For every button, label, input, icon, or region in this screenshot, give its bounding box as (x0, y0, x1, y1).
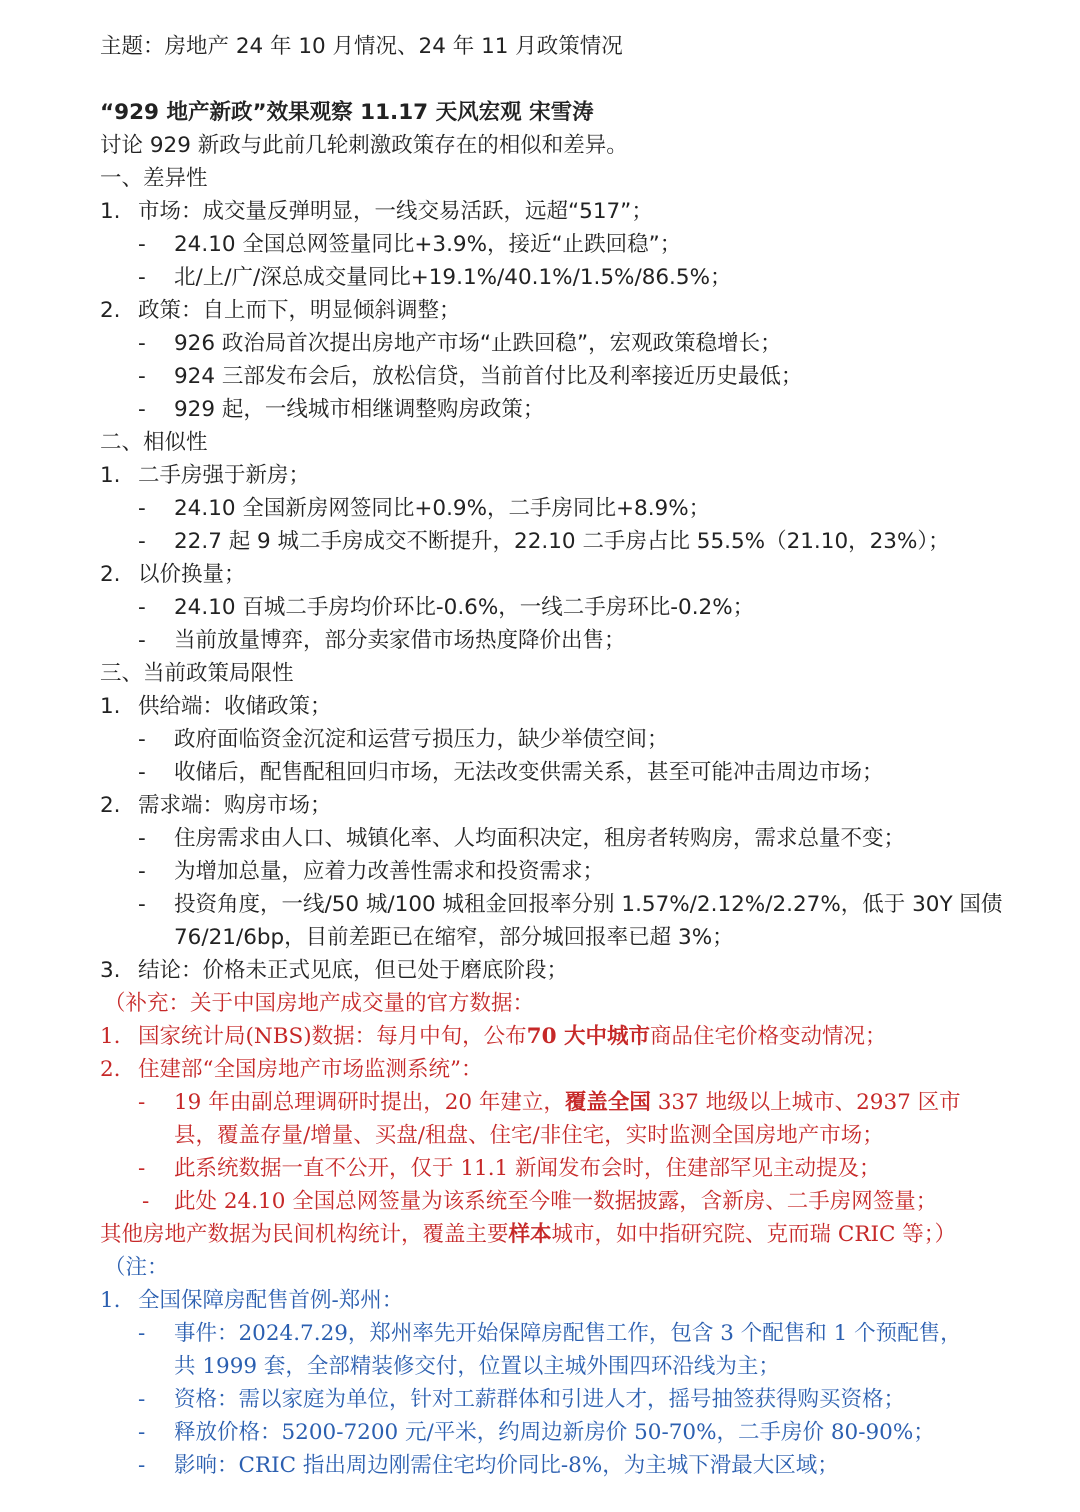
list-number: 2. (100, 562, 121, 587)
section-heading: 一、差异性 (100, 166, 208, 191)
list-item (0, 954, 1080, 987)
list-item (0, 789, 1080, 822)
dash-bullet: - (138, 496, 146, 521)
dash-bullet: - (138, 727, 146, 752)
list-number: 1. (100, 694, 121, 719)
dash-bullet: - (138, 1387, 146, 1412)
list-text: 国家统计局(NBS)数据：每月中旬，公布70 大中城市商品住宅价格变动情况； (138, 1024, 887, 1049)
supplement-other-text: 其他房地产数据为民间机构统计，覆盖主要样本城市，如中指研究院、克而瑞 CRIC 等；） (100, 1222, 957, 1247)
sub-item-text: 北/上/广/深总成交量同比+19.1%/40.1%/1.5%/86.5%； (174, 265, 732, 290)
dash-bullet: - (138, 892, 146, 917)
sub-item-text: 当前放量博弈，部分卖家借市场热度降价出售； (174, 628, 626, 653)
sub-item (0, 393, 1080, 426)
sub-item (0, 756, 1080, 789)
list-text: 需求端：购房市场； (138, 793, 332, 818)
dash-bullet: - (138, 1090, 146, 1115)
list-number: 2. (100, 1057, 121, 1082)
dash-bullet: - (138, 1156, 146, 1181)
sub-item-text: 影响：CRIC 指出周边刚需住宅均价同比-8%，为主城下滑最大区域； (174, 1453, 839, 1478)
list-number: 1. (100, 199, 121, 224)
sub-item-text: 此系统数据一直不公开，仅于 11.1 新闻发布会时，住建部罕见主动提及； (174, 1156, 881, 1181)
list-text: 结论：价格未正式见底，但已处于磨底阶段； (138, 958, 569, 983)
dash-bullet: - (138, 529, 146, 554)
sub-item-text: 24.10 百城二手房均价环比-0.6%，一线二手房环比-0.2%； (174, 595, 755, 620)
sub-item-text: 24.10 全国新房网签同比+0.9%，二手房同比+8.9%； (174, 496, 711, 521)
list-number: 1. (100, 463, 121, 488)
sub-item-text: 收储后，配售配租回归市场，无法改变供需关系，甚至可能冲击周边市场； (174, 760, 884, 785)
report-title-text: “929 地产新政”效果观察 11.17 天风宏观 宋雪涛 (100, 100, 594, 125)
sub-item (0, 624, 1080, 657)
note-sub-item (0, 1416, 1080, 1449)
sub-item (0, 723, 1080, 756)
sub-item-text: 住房需求由人口、城镇化率、人均面积决定，租房者转购房，需求总量不变； (174, 826, 906, 851)
report-title (0, 96, 1080, 129)
list-number: 2. (100, 298, 121, 323)
list-text: 政策：自上而下，明显倾斜调整； (138, 298, 461, 323)
dash-bullet: - (138, 595, 146, 620)
note-sub-item (0, 1317, 1080, 1350)
supplement-heading: （补充：关于中国房地产成交量的官方数据： (104, 991, 535, 1016)
sub-item-text: 释放价格：5200-7200 元/平米，约周边新房价 50-70%，二手房价 80-90%； (174, 1420, 935, 1445)
supplement-item (0, 1020, 1080, 1053)
sub-item-text: 共 1999 套，全部精装修交付，位置以主城外围四环沿线为主； (174, 1354, 780, 1379)
list-item (0, 294, 1080, 327)
dash-bullet: - (138, 826, 146, 851)
list-item (0, 558, 1080, 591)
list-text: 住建部“全国房地产市场监测系统”： (138, 1057, 483, 1082)
dash-bullet: - (138, 1321, 146, 1346)
dash-bullet: - (138, 232, 146, 257)
note-heading: （注： (104, 1255, 169, 1280)
section-heading: 二、相似性 (100, 430, 208, 455)
sub-item-text: 事件：2024.7.29，郑州率先开始保障房配售工作，包含 3 个配售和 1 个预配售， (174, 1321, 962, 1346)
sub-item-text: 929 起，一线城市相继调整购房政策； (174, 397, 545, 422)
sub-item-text: 此处 24.10 全国总网签量为该系统至今唯一数据披露，含新房、二手房网签量； (174, 1189, 938, 1214)
note-sub-item (0, 1449, 1080, 1482)
supplement-sub-item (0, 1086, 1080, 1119)
dash-bullet: - (138, 364, 146, 389)
list-number: 1. (100, 1024, 121, 1049)
dash-bullet: - (138, 1453, 146, 1478)
supplement-other (0, 1218, 1080, 1251)
sub-item (0, 492, 1080, 525)
dash-bullet: - (138, 859, 146, 884)
sub-item-text: 76/21/6bp，目前差距已在缩窄，部分城回报率已超 3%； (174, 925, 734, 950)
list-text: 全国保障房配售首例-郑州： (138, 1288, 404, 1313)
dash-bullet: - (138, 1420, 146, 1445)
sub-item-text: 县，覆盖存量/增量、买盘/租盘、住宅/非住宅，实时监测全国房地产市场； (174, 1123, 884, 1148)
supplement-sub-item (0, 1152, 1080, 1185)
dash-bullet: - (142, 1189, 150, 1214)
dash-bullet: - (138, 397, 146, 422)
list-item (0, 195, 1080, 228)
sub-item (0, 888, 1080, 921)
sub-item-text: 22.7 起 9 城二手房成交不断提升，22.10 二手房占比 55.5%（21.10，23%）； (174, 529, 950, 554)
intro-text: 讨论 929 新政与此前几轮刺激政策存在的相似和差异。 (100, 133, 628, 158)
supplement-sub-item (0, 1185, 1080, 1218)
list-text: 二手房强于新房； (138, 463, 311, 488)
subject-line (0, 30, 1080, 63)
dash-bullet: - (138, 628, 146, 653)
list-number: 3. (100, 958, 121, 983)
list-text: 供给端：收储政策； (138, 694, 332, 719)
list-number: 1. (100, 1288, 121, 1313)
sub-item-text: 19 年由副总理调研时提出，20 年建立，覆盖全国 337 地级以上城市、2937 区市 (174, 1090, 961, 1115)
sub-item (0, 228, 1080, 261)
section-heading: 三、当前政策局限性 (100, 661, 294, 686)
sub-item-text: 24.10 全国总网签量同比+3.9%，接近“止跌回稳”； (174, 232, 682, 257)
sub-item-text: 资格：需以家庭为单位，针对工薪群体和引进人才，摇号抽签获得购买资格； (174, 1387, 906, 1412)
sub-item (0, 327, 1080, 360)
sub-item (0, 822, 1080, 855)
dash-bullet: - (138, 265, 146, 290)
note-sub-item-continuation (0, 1350, 1080, 1383)
supplement-sub-item-continuation (0, 1119, 1080, 1152)
list-item (0, 690, 1080, 723)
sub-item (0, 855, 1080, 888)
sub-item-text: 924 三部发布会后，放松信贷，当前首付比及利率接近历史最低； (174, 364, 803, 389)
supplement-item (0, 1053, 1080, 1086)
sub-item-continuation (0, 921, 1080, 954)
list-text: 以价换量； (138, 562, 246, 587)
dash-bullet: - (138, 331, 146, 356)
sub-item (0, 360, 1080, 393)
subject-text: 主题：房地产 24 年 10 月情况、24 年 11 月政策情况 (100, 34, 623, 59)
note-sub-item (0, 1383, 1080, 1416)
list-number: 2. (100, 793, 121, 818)
sub-item-text: 926 政治局首次提出房地产市场“止跌回稳”，宏观政策稳增长； (174, 331, 782, 356)
sub-item (0, 261, 1080, 294)
dash-bullet: - (138, 760, 146, 785)
sub-item-text: 为增加总量，应着力改善性需求和投资需求； (174, 859, 605, 884)
sub-item (0, 591, 1080, 624)
intro-line (0, 129, 1080, 162)
list-text: 市场：成交量反弹明显，一线交易活跃，远超“517”； (138, 199, 653, 224)
sub-item (0, 525, 1080, 558)
note-item (0, 1284, 1080, 1317)
list-item (0, 459, 1080, 492)
sub-item-text: 投资角度，一线/50 城/100 城租金回报率分别 1.57%/2.12%/2.27%，低于 30Y 国债 (174, 892, 1003, 917)
sub-item-text: 政府面临资金沉淀和运营亏损压力，缺少举债空间； (174, 727, 669, 752)
